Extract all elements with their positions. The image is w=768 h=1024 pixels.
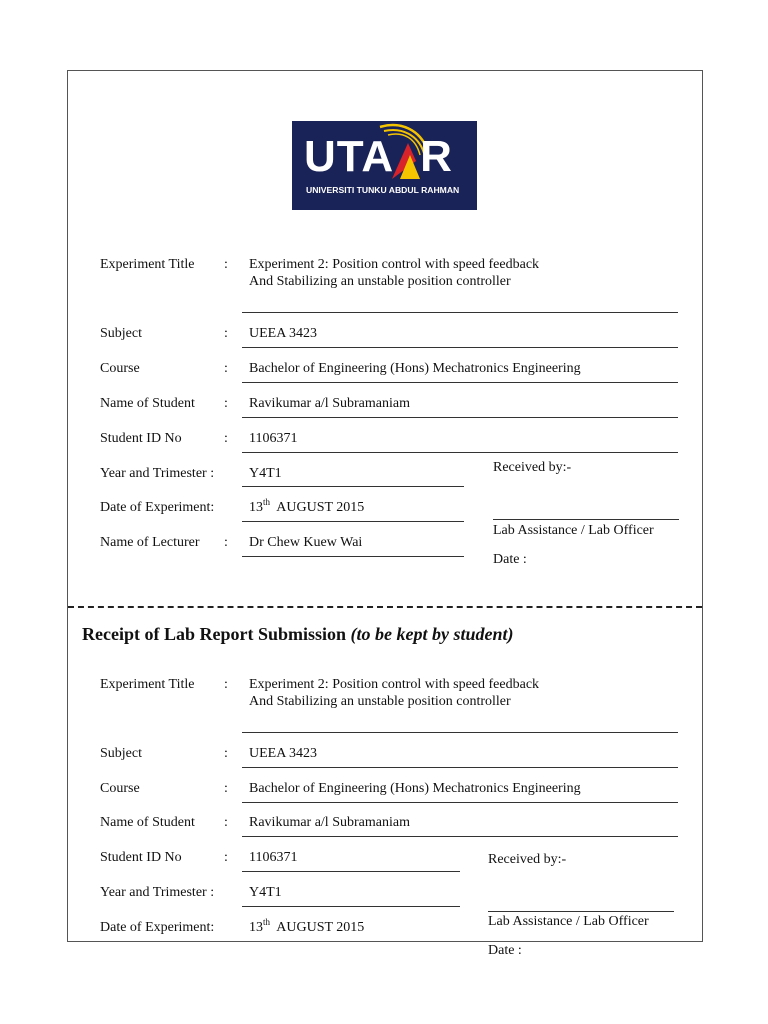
logo-wordmark: UTA R [304,132,453,181]
student-id-label: Student ID No [100,431,182,446]
student-id-value: 1106371 [249,431,298,446]
student-id-colon: : [224,431,228,446]
receipt-lab-officer-label: Lab Assistance / Lab Officer [488,914,649,929]
receipt-experiment-title-rule [242,732,678,733]
date-experiment-rule [242,521,464,522]
lecturer-label: Name of Lecturer [100,535,200,550]
date-experiment-label: Date of Experiment: [100,500,215,515]
date-experiment-value: 13th AUGUST 2015 [249,497,365,515]
receipt-course-rule [242,802,678,803]
year-trimester-label: Year and Trimester : [100,466,215,481]
course-label: Course [100,361,140,376]
experiment-title-colon: : [224,257,228,272]
course-value: Bachelor of Engineering (Hons) Mechatronics Engineering [249,361,581,376]
receipt-student-name-label: Name of Student [100,815,195,830]
receipt-course-colon: : [224,781,228,796]
receipt-year-trimester-label: Year and Trimester : [100,885,215,900]
student-name-value: Ravikumar a/l Subramaniam [249,396,410,411]
experiment-title-rule [242,312,678,313]
receipt-student-id-rule [242,871,460,872]
date-sign-label: Date : [493,552,527,567]
frame-top-border [67,70,703,71]
experiment-title-label: Experiment Title [100,257,195,272]
receipt-received-by-label: Received by:- [488,852,567,867]
receipt-student-id-colon: : [224,850,228,865]
receipt-signature-rule [488,911,674,912]
receipt-experiment-title-label: Experiment Title [100,677,195,692]
year-trimester-rule [242,486,464,487]
receipt-date-experiment-value: 13th AUGUST 2015 [249,917,365,935]
receipt-subject-colon: : [224,746,228,761]
subject-colon: : [224,326,228,341]
student-id-rule [242,452,678,453]
receipt-date-experiment-label: Date of Experiment: [100,920,215,935]
receipt-date-sign-label: Date : [488,943,522,958]
experiment-title-line2: And Stabilizing an unstable position controller [249,274,511,289]
receipt-course-value: Bachelor of Engineering (Hons) Mechatronics Engineering [249,781,581,796]
lecturer-value: Dr Chew Kuew Wai [249,535,363,550]
received-by-label: Received by:- [493,460,572,475]
receipt-student-name-colon: : [224,815,228,830]
receipt-subject-value: UEEA 3423 [249,746,318,761]
student-name-rule [242,417,678,418]
student-name-colon: : [224,396,228,411]
receipt-year-trimester-value: Y4T1 [249,885,282,900]
receipt-subject-rule [242,767,678,768]
receipt-year-trimester-rule [242,906,460,907]
logo-subtitle: UNIVERSITI TUNKU ABDUL RAHMAN [306,185,460,195]
student-name-label: Name of Student [100,396,195,411]
lecturer-colon: : [224,535,228,550]
receipt-student-name-value: Ravikumar a/l Subramaniam [249,815,410,830]
subject-value: UEEA 3423 [249,326,318,341]
receipt-title: Receipt of Lab Report Submission (to be kept by student) [82,624,514,644]
receipt-student-id-label: Student ID No [100,850,182,865]
course-rule [242,382,678,383]
cut-line [68,606,702,608]
receipt-student-name-rule [242,836,678,837]
receipt-experiment-title-line1: Experiment 2: Position control with speed feedback [249,677,540,692]
frame-right-border [702,70,703,942]
receipt-subject-label: Subject [100,746,142,761]
lecturer-rule [242,556,464,557]
subject-label: Subject [100,326,142,341]
frame-left-border [67,70,68,942]
receipt-student-id-value: 1106371 [249,850,298,865]
experiment-title-line1: Experiment 2: Position control with speed feedback [249,257,540,272]
lab-officer-label: Lab Assistance / Lab Officer [493,523,654,538]
utar-logo [292,121,477,210]
frame-bottom-border [67,941,703,942]
course-colon: : [224,361,228,376]
receipt-course-label: Course [100,781,140,796]
signature-rule [493,519,679,520]
receipt-experiment-title-line2: And Stabilizing an unstable position controller [249,694,511,709]
receipt-experiment-title-colon: : [224,677,228,692]
year-trimester-value: Y4T1 [249,466,282,481]
subject-rule [242,347,678,348]
